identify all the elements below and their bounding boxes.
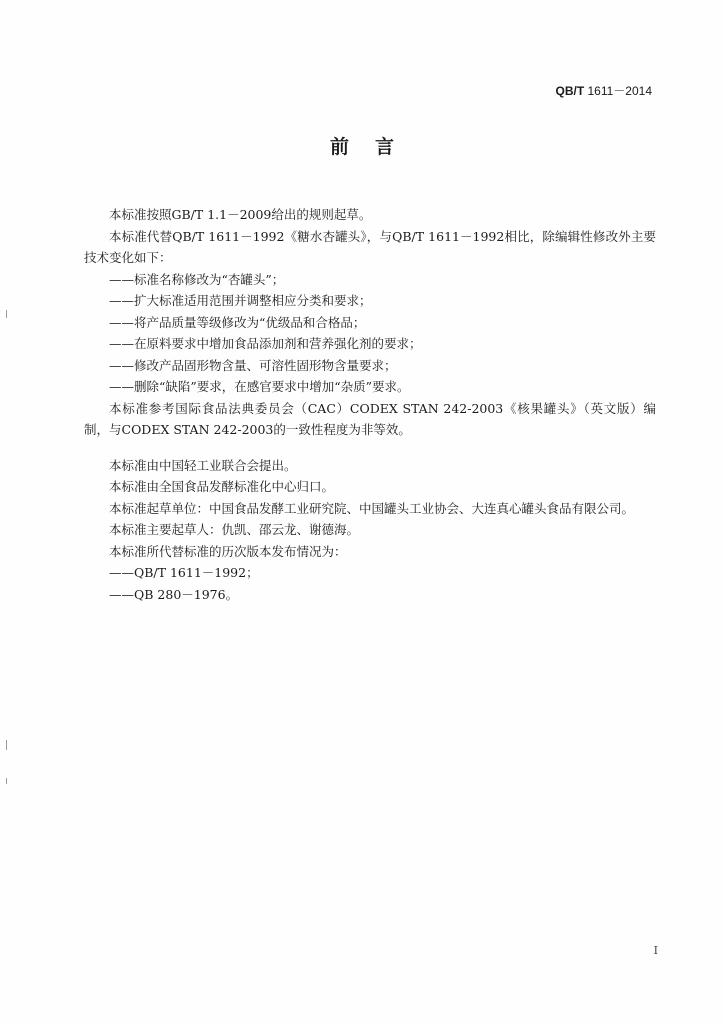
page-title: 前言 (329, 136, 420, 158)
history-item: ——QB/T 1611－1992； (109, 565, 259, 580)
paragraph-history-intro: 本标准所代替标准的历次版本发布情况为： (109, 543, 347, 559)
paragraph-under-jurisdiction: 本标准由全国食品发酵标准化中心归口。 (109, 479, 335, 494)
history-item: ——QB 280－1976。 (109, 586, 239, 602)
list-item: ——删除“缺陷”要求，在感官要求中增加“杂质”要求。 (109, 379, 410, 394)
foreword-body (84, 204, 656, 605)
paragraph-reference: 本标准参考国际食品法典委员会（CAC）CODEX STAN 242-2003《核果罐头》（英文版）编制，与CODEX STAN 242-2003的一致性程度为非等效。 (84, 400, 656, 437)
paragraph-replacement: 本标准代替QB/T 1611－1992《糖水杏罐头》，与QB/T 1611－1992相比，除编辑性修改外主要技术变化如下： (84, 228, 656, 265)
page-number: I (653, 944, 658, 957)
list-item: ——扩大标准适用范围并调整相应分类和要求； (109, 293, 372, 308)
standard-number (555, 82, 652, 99)
standard-code: QB/T (555, 84, 585, 98)
scan-mark (6, 778, 7, 784)
paragraph-drafters: 本标准主要起草人：仇凯、邵云龙、谢德海。 (109, 522, 360, 537)
paragraph-drafting-rules: 本标准按照GB/T 1.1－2009给出的规则起草。 (109, 207, 372, 222)
list-item: ——将产品质量等级修改为“优级品和合格品； (109, 314, 366, 330)
scan-mark (6, 740, 7, 750)
paragraph-proposed-by: 本标准由中国轻工业联合会提出。 (109, 457, 297, 473)
paragraph-drafting-units: 本标准起草单位：中国食品发酵工业研究院、中国罐头工业协会、大连真心罐头食品有限公司。 (109, 500, 635, 516)
list-item: ——标准名称修改为“杏罐头”； (109, 271, 285, 287)
standard-year: 1611－2014 (584, 84, 652, 98)
scan-mark (6, 310, 7, 318)
list-item: ——修改产品固形物含量、可溶性固形物含量要求； (109, 357, 397, 373)
spacer (84, 441, 656, 455)
list-item: ——在原料要求中增加食品添加剂和营养强化剂的要求； (109, 336, 422, 351)
